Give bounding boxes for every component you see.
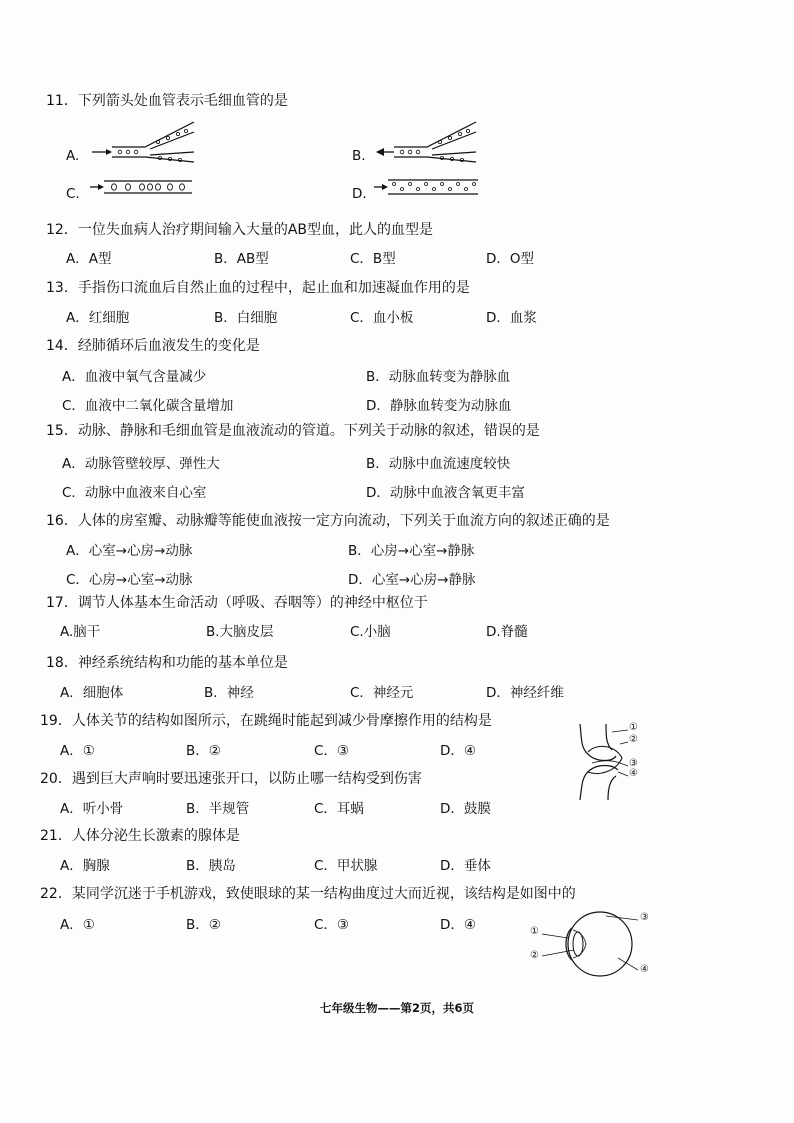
joint-label-2: ② xyxy=(629,734,638,745)
vessel-diagram-c xyxy=(90,178,194,196)
question-11-stem: 11．下列箭头处血管表示毛细血管的是 xyxy=(46,93,288,109)
question-20-option-b[interactable]: B．半规管 xyxy=(186,801,250,817)
question-16-option-b[interactable]: B．心房→心室→静脉 xyxy=(348,543,475,559)
question-14-option-d[interactable]: D．静脉血转变为动脉血 xyxy=(366,398,512,414)
question-12-option-b[interactable]: B．AB型 xyxy=(214,251,269,267)
question-14-option-c[interactable]: C．血液中二氧化碳含量增加 xyxy=(62,398,234,414)
question-16-stem: 16．人体的房室瓣、动脉瓣等能使血液按一定方向流动，下列关于血流方向的叙述正确的是 xyxy=(46,513,610,529)
question-15-option-d[interactable]: D．动脉中血液含氧更丰富 xyxy=(366,485,525,501)
question-22-stem: 22．某同学沉迷于手机游戏，致使眼球的某一结构曲度过大而近视，该结构是如图中的 xyxy=(40,886,576,902)
question-13-stem: 13．手指伤口流血后自然止血的过程中，起止血和加速凝血作用的是 xyxy=(46,280,470,296)
question-17-stem: 17．调节人体基本生命活动（呼吸、吞咽等）的神经中枢位于 xyxy=(46,595,428,611)
question-12-stem: 12．一位失血病人治疗期间输入大量的AB型血，此人的血型是 xyxy=(46,222,433,238)
question-21-stem: 21．人体分泌生长激素的腺体是 xyxy=(40,828,240,844)
question-12-option-d[interactable]: D．O型 xyxy=(486,251,535,267)
question-18-stem: 18．神经系统结构和功能的基本单位是 xyxy=(46,655,288,671)
question-11-option-c[interactable]: C. xyxy=(66,186,80,202)
question-21-option-c[interactable]: C．甲状腺 xyxy=(314,858,378,874)
question-19-option-b[interactable]: B．② xyxy=(186,743,221,759)
question-22-option-d[interactable]: D．④ xyxy=(440,917,476,933)
question-15-option-c[interactable]: C．动脉中血液来自心室 xyxy=(62,485,207,501)
question-11-option-b[interactable]: B. xyxy=(352,148,366,164)
question-13-option-c[interactable]: C．血小板 xyxy=(350,310,414,326)
question-22-option-a[interactable]: A．① xyxy=(60,917,95,933)
question-15-stem: 15．动脉、静脉和毛细血管是血液流动的管道。下列关于动脉的叙述，错误的是 xyxy=(46,423,540,439)
question-17-option-c[interactable]: C.小脑 xyxy=(350,624,391,640)
eye-diagram xyxy=(528,908,658,980)
page-footer: 七年级生物——第2页，共6页 xyxy=(319,1001,474,1015)
question-20-stem: 20．遇到巨大声响时要迅速张开口，以防止哪一结构受到伤害 xyxy=(40,771,422,787)
eye-label-1: ① xyxy=(530,926,539,937)
question-12-option-c[interactable]: C．B型 xyxy=(350,251,396,267)
eye-label-2: ② xyxy=(530,950,539,961)
question-20-option-a[interactable]: A．听小骨 xyxy=(60,801,124,817)
question-11-option-d[interactable]: D. xyxy=(352,186,367,202)
joint-diagram xyxy=(572,722,652,802)
vessel-diagram-b xyxy=(372,118,482,166)
question-17-option-a[interactable]: A.脑干 xyxy=(60,624,101,640)
joint-label-3: ③ xyxy=(629,758,638,769)
vessel-diagram-a xyxy=(90,118,200,166)
question-14-option-a[interactable]: A．血液中氧气含量减少 xyxy=(62,369,207,385)
question-20-option-c[interactable]: C．耳蜗 xyxy=(314,801,364,817)
question-19-option-d[interactable]: D．④ xyxy=(440,743,476,759)
question-16-option-d[interactable]: D．心室→心房→静脉 xyxy=(348,572,476,588)
question-11-option-a[interactable]: A. xyxy=(66,148,80,164)
question-16-option-a[interactable]: A．心室→心房→动脉 xyxy=(66,543,193,559)
question-16-option-c[interactable]: C．心房→心室→动脉 xyxy=(66,572,193,588)
question-15-option-b[interactable]: B．动脉中血流速度较快 xyxy=(366,456,511,472)
question-18-option-c[interactable]: C．神经元 xyxy=(350,685,414,701)
question-18-option-b[interactable]: B．神经 xyxy=(204,685,254,701)
question-18-option-a[interactable]: A．细胞体 xyxy=(60,685,124,701)
vessel-diagram-d xyxy=(374,178,480,196)
question-22-option-c[interactable]: C．③ xyxy=(314,917,350,933)
question-21-option-b[interactable]: B．胰岛 xyxy=(186,858,236,874)
eye-label-4: ④ xyxy=(640,964,649,975)
question-19-stem: 19．人体关节的结构如图所示，在跳绳时能起到减少骨摩擦作用的结构是 xyxy=(40,713,492,729)
question-19-option-c[interactable]: C．③ xyxy=(314,743,350,759)
question-13-option-a[interactable]: A．红细胞 xyxy=(66,310,130,326)
question-15-option-a[interactable]: A．动脉管壁较厚、弹性大 xyxy=(62,456,220,472)
joint-label-4: ④ xyxy=(629,768,638,779)
eye-label-3: ③ xyxy=(640,912,649,923)
question-13-option-d[interactable]: D．血浆 xyxy=(486,310,537,326)
question-18-option-d[interactable]: D．神经纤维 xyxy=(486,685,564,701)
question-14-stem: 14．经肺循环后血液发生的变化是 xyxy=(46,338,260,354)
question-17-option-b[interactable]: B.大脑皮层 xyxy=(206,624,274,640)
question-14-option-b[interactable]: B．动脉血转变为静脉血 xyxy=(366,369,511,385)
question-19-option-a[interactable]: A．① xyxy=(60,743,95,759)
question-17-option-d[interactable]: D.脊髓 xyxy=(486,624,528,640)
question-13-option-b[interactable]: B．白细胞 xyxy=(214,310,278,326)
question-22-option-b[interactable]: B．② xyxy=(186,917,221,933)
joint-label-1: ① xyxy=(629,722,638,733)
question-20-option-d[interactable]: D．鼓膜 xyxy=(440,801,491,817)
question-21-option-a[interactable]: A．胸腺 xyxy=(60,858,110,874)
question-21-option-d[interactable]: D．垂体 xyxy=(440,858,491,874)
question-12-option-a[interactable]: A．A型 xyxy=(66,251,112,267)
